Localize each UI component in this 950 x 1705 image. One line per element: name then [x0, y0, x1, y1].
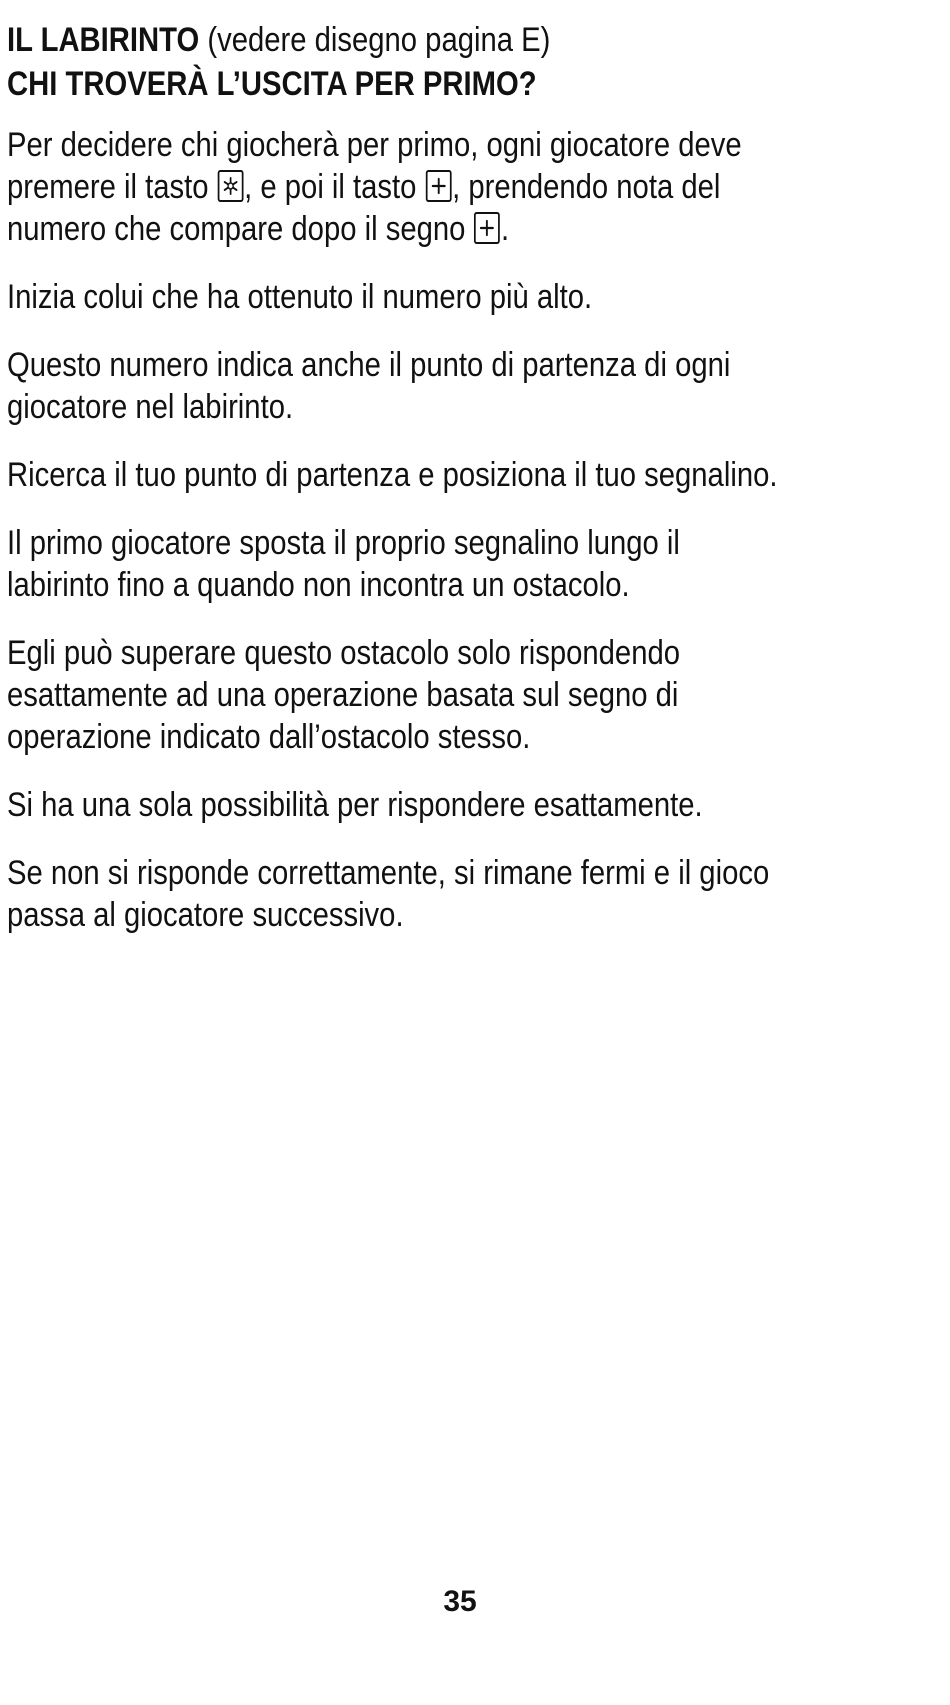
- page-number: 35: [443, 1585, 477, 1618]
- paragraph-how-to-start: [7, 124, 785, 250]
- plus-key-icon: [474, 212, 500, 244]
- paragraph-text: , prendendo nota del numero che compare dopo il segno: [7, 168, 721, 248]
- section-title-note: (vedere disegno pagina E): [199, 21, 551, 59]
- manual-page-content: [7, 18, 785, 962]
- paragraph-obstacle: Egli può superare questo ostacolo solo rispondendo esattamente ad una operazione basata sul segno di operazione indicato dall’ostacolo stesso.: [7, 634, 680, 756]
- paragraph-who-starts: Inizia colui che ha ottenuto il numero più alto.: [7, 278, 593, 316]
- paragraph-place-marker: Ricerca il tuo punto di partenza e posiziona il tuo segnalino.: [7, 456, 778, 494]
- paragraph-move-marker: Il primo giocatore sposta il proprio segnalino lungo il labirinto fino a quando non incontra un ostacolo.: [7, 524, 680, 604]
- asterisk-key-icon: [217, 170, 243, 202]
- plus-key-icon: [425, 170, 451, 202]
- paragraph-text: , e poi il tasto: [244, 168, 425, 206]
- section-title-bold: IL LABIRINTO: [7, 21, 200, 59]
- paragraph-one-chance: Si ha una sola possibilità per rispondere esattamente.: [7, 786, 703, 824]
- paragraph-wrong-answer: Se non si risponde correttamente, si rimane fermi e il gioco passa al giocatore successivo.: [7, 854, 770, 934]
- paragraph-starting-point: Questo numero indica anche il punto di partenza di ogni giocatore nel labirinto.: [7, 346, 731, 426]
- section-subtitle: CHI TROVERÀ L’USCITA PER PRIMO?: [7, 65, 537, 103]
- section-title: [7, 18, 785, 62]
- paragraph-text: .: [501, 210, 510, 248]
- paragraph-text: Per decidere chi giocherà per primo, ogni giocatore deve premere il tasto: [7, 126, 742, 206]
